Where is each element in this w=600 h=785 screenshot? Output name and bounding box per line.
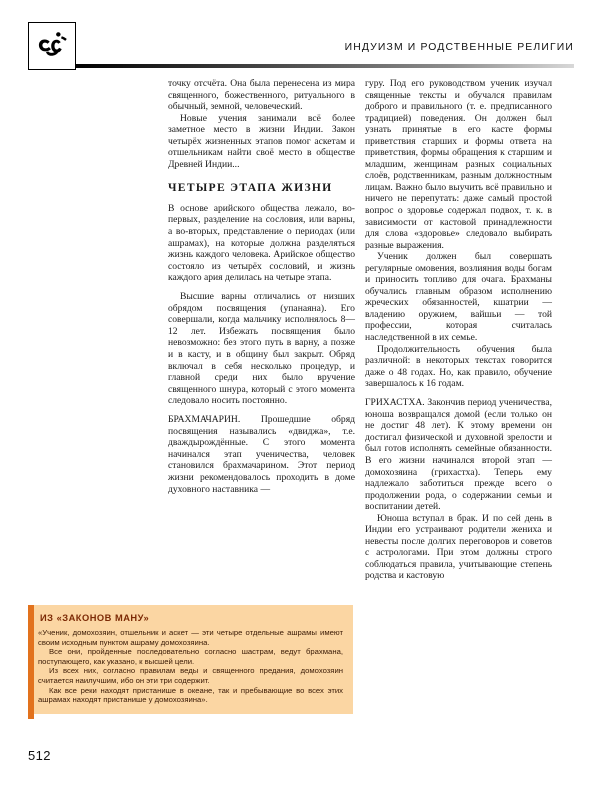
paragraph: Ученик должен был совершать регулярные омовения, возлияния воды богам и приносить топливо для очага. Брахманы обучались главным образом исполнению жреческих обязанностей, кшатрии — владению оружием, вайшьи — той профессии, которая считалась наследственной в их семье. bbox=[365, 251, 552, 344]
page-header bbox=[0, 0, 600, 72]
paragraph: точку отсчёта. Она была перенесена из мира священного, божественного, ритуального в обычный, земной, человеческий. bbox=[168, 78, 355, 113]
italic-term: упанаяна bbox=[283, 302, 321, 314]
page-title: ИНДУИЗМ И РОДСТВЕННЫЕ РЕЛИГИИ bbox=[344, 42, 574, 53]
text-run: В основе арийского общества лежало, во-первых, разделение на сословия, или варны, а во-вторых, представление о периодах (или bbox=[168, 202, 355, 238]
callout-paragraph: Все они, пройденные последовательно согласно шастрам, ведут брахмана, поступающего, как указано, к высшей цели. bbox=[38, 647, 343, 666]
paragraph: Новые учения занимали всё более заметное место в жизни Индии. Закон четырёх жизненных этапов помог аскетам и отшельникам найти своё место в обществе Древней Индии... bbox=[168, 112, 355, 170]
callout-accent-bar bbox=[28, 605, 34, 719]
callout-paragraph: «Ученик, домохозяин, отшельник и аскет — эти четыре отдельные ашрамы имеют своим исходным пунктом ашраму домохозяина. bbox=[38, 628, 343, 647]
paragraph bbox=[168, 291, 355, 406]
text-run: Высшие варны отличались от низших обрядом посвящения ( bbox=[168, 291, 355, 314]
paragraph bbox=[168, 203, 355, 284]
section-heading: ЧЕТЫРЕ ЭТАПА ЖИЗНИ bbox=[168, 181, 333, 195]
callout-title: ИЗ «ЗАКОНОВ МАНУ» bbox=[40, 613, 150, 623]
callout-paragraph: Как все реки находят пристанише в океане, так и пребывающие во всех этих ашрамах находят пристанише у домохозяина». bbox=[38, 685, 343, 705]
paragraph: Продолжительность обучения была различной: в некоторых текстах говорится даже о 48 годах. Но, как правило, обучение завершалось к 16 годам. bbox=[365, 343, 552, 390]
left-text-column bbox=[168, 78, 355, 495]
italic-term: ашрамах bbox=[168, 237, 204, 249]
om-symbol-icon bbox=[28, 22, 76, 70]
paragraph bbox=[365, 397, 552, 512]
paragraph bbox=[168, 414, 355, 495]
italic-term: брахмачарином bbox=[222, 460, 287, 472]
text-run: ), на которые должна разделяться жизнь каждого человека. Арийское общество состояло из четырёх сословий, и жизнь каждого ария делилась на четыре этапа. bbox=[168, 237, 355, 284]
text-run: ГРИХАСТХА. Закончив период ученичества, юноша возвращался домой (если только он не достиг 48 лет). К этому времени он достигал физической и духовной зрелости и был готов исполнять семейные обязанности. В его жизни начинался второй этап — домохозяина ( bbox=[365, 397, 552, 478]
callout-paragraph: Из всех них, согласно правилам веды и священного предания, домохозяин считается наилучшим, ибо он эти три содержит. bbox=[38, 666, 343, 685]
italic-term: грихастха bbox=[434, 466, 475, 478]
text-run: БРАХМАЧАРИН. Прошедшие обряд посвящения назывались «двиджа», т.е. дваждырождённые. С этого момента начинался этап ученичества, человек становился bbox=[168, 414, 355, 472]
paragraph: гуру. Под его руководством ученик изучал священные тексты и обучался правилам доброго и правильного (т. е. предписанного традицией) поведения. Он должен был узнать принятые в его касте формы приветствия старших и формы ответа на приветствия, формы обращения к старшим и младшим, женщинам разных социальных слоёв, родственникам, разным должностным лицам. Важно было выучить всё правильно и ничего не перепутать: даже самый простой вопрос о здоровье содержал подвох, т. к. в зависимости от кастовой принадлежности для слова «здоровье» следовало выбирать разные выражения. bbox=[365, 78, 552, 251]
text-run: ). Теперь ему надлежало заботиться прежде всего о продолжении рода, о содержании семьи и воспитании детей. bbox=[365, 466, 552, 513]
right-text-column bbox=[365, 78, 552, 582]
callout-box bbox=[28, 605, 353, 714]
text-run: ). Его совершали, когда мальчику исполнялось 8—12 лет. Избежать посвящения было невозможно: без этого путь в варну, а позже и в касту, и в общину был закрыт. Обряд включал в себя несколько процедур, и главной среди них было вручение священного шнура, который с этого момента следовало носить постоянно. bbox=[168, 302, 355, 407]
header-rule bbox=[76, 64, 574, 68]
paragraph: Юноша вступал в брак. И по сей день в Индии его устраивают родители жениха и невесты после долгих переговоров и советов с астрологами. При этом должны строго соблюдаться правила, учитывающие степень родства и кастовую bbox=[365, 512, 552, 582]
page-number: 512 bbox=[28, 748, 51, 763]
text-run: . Этот период жизни рекомендовалось проходить в доме духовного наставника — bbox=[168, 460, 356, 495]
